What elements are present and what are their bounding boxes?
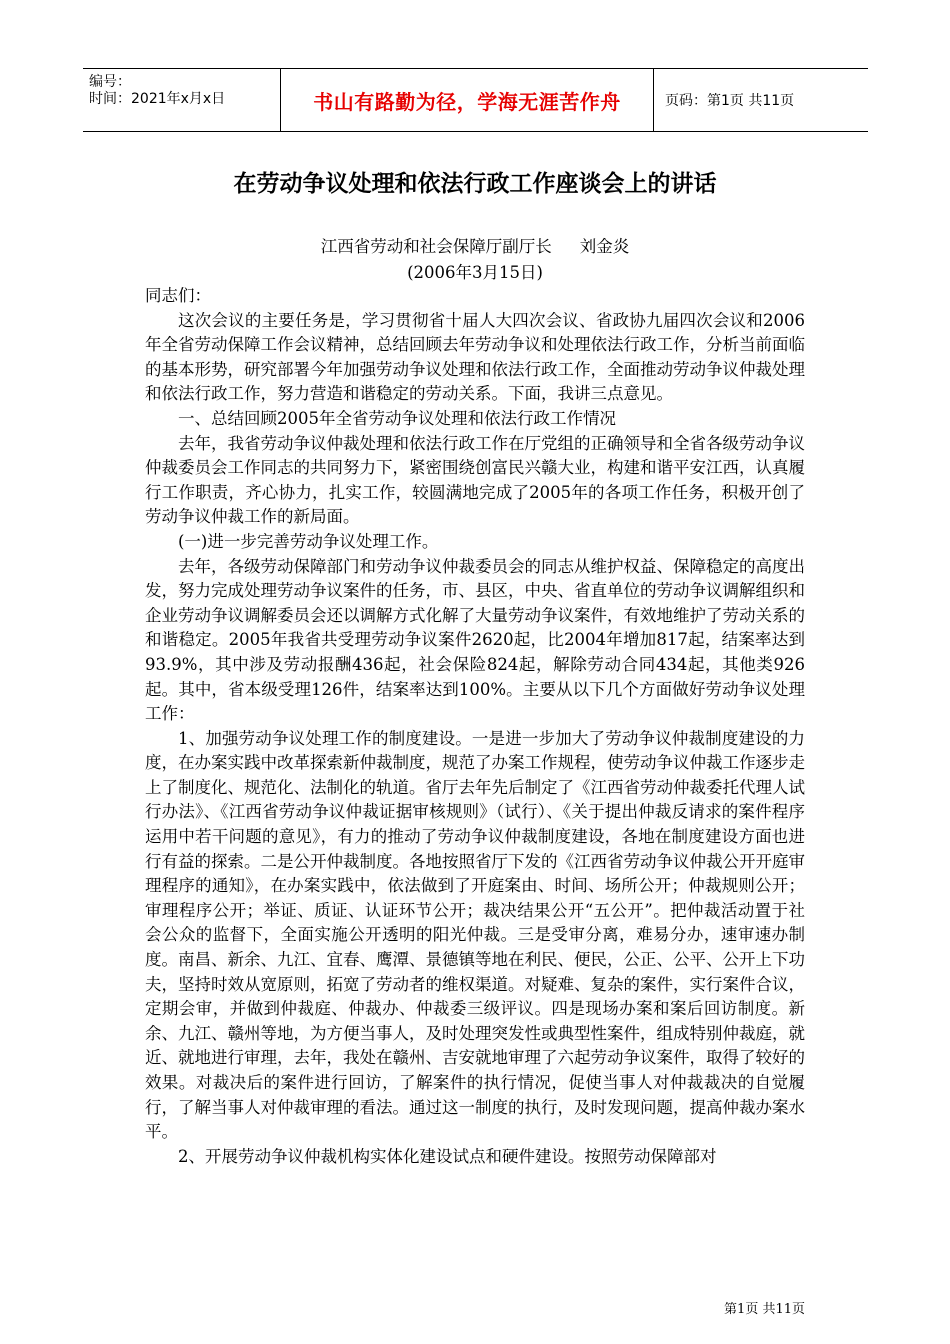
- greeting: 同志们：: [145, 286, 211, 305]
- header-motto-cell: [280, 69, 654, 131]
- page-footer: 第1页 共11页: [724, 1302, 805, 1317]
- author-organization: 江西省劳动和社会保障厅副厅长: [320, 237, 552, 256]
- motto-text: 书山有路勤为径，学海无涯苦作舟: [313, 89, 621, 114]
- subsection-heading-1: (一)进一步完善劳动争议处理工作。: [178, 531, 439, 551]
- header-page-cell: [653, 69, 868, 131]
- paragraph-item-1: 1、加强劳动争议处理工作的制度建设。一是进一步加大了劳动争议仲裁制度建设的力度，在办案实践中改革探索新仲裁制度，规范了办案工作规程，使劳动争议仲裁工作逐步走上了制度化、规范化、法制化的轨道。省厅去年先后制定了《江西省劳动仲裁委托代理人试行办法》、《江西省劳动争议仲裁证据审核规则》（试行）、《关于提出仲裁反请求的案件程序运用中若干问题的意见》，有力的推动了劳动争议仲裁制度建设，各地在制度建设方面也进行有益的探索。二是公开仲裁制度。各地按照省厅下发的《江西省劳动争议仲裁公开开庭审理程序的通知》，在办案实践中，依法做到了开庭案由、时间、场所公开；仲裁规则公开；审理程序公开；举证、质证、认证环节公开；裁决结果公开“五公开”。把仲裁活动置于社会公众的监督下，全面实施公开透明的阳光仲裁。三是受审分离，难易分办，速审速办制度。南昌、新余、九江、宜春、鹰潭、景德镇等地在利民、便民，公正、公平、公开上下功夫，坚持时效从宽原则，拓宽了劳动者的维权渠道。对疑难、复杂的案件，实行案件合议，定期会审，并做到仲裁庭、仲裁办、仲裁委三级评议。四是现场办案和案后回访制度。新余、九江、赣州等地，为方便当事人，及时处理突发性或典型性案件，组成特别仲裁庭，就近、就地进行审理，去年，我处在赣州、吉安就地审理了六起劳动争议案件，取得了较好的效果。对裁决后的案件进行回访，了解案件的执行情况，促使当事人对仲裁裁决的自觉履行，了解当事人对仲裁审理的看法。通过这一制度的执行，及时发现问题，提高仲裁办案水平。: [145, 728, 805, 1142]
- time-label: 时间：2021年x月x日: [89, 91, 226, 107]
- section-heading-1: 一、总结回顾2005年全省劳动争议处理和依法行政工作情况: [178, 408, 616, 428]
- paragraph-intro: 这次会议的主要任务是，学习贯彻省十届人大四次会议、省政协九届四次会议和2006年全省劳动保障工作会议精神，总结回顾去年劳动争议和处理依法行政工作，分析当前面临的基本形势，研究部署今年加强劳动争议处理和依法行政工作，全面推动劳动争议仲裁处理和依法行政工作，努力营造和谐稳定的劳动关系。下面，我讲三点意见。: [145, 310, 805, 404]
- header-page-info: 页码：第1页 共11页: [665, 93, 795, 109]
- number-label: 编号：: [89, 74, 131, 90]
- paragraph-statistics: 去年，各级劳动保障部门和劳动争议仲裁委员会的同志从维护权益、保障稳定的高度出发，努力完成处理劳动争议案件的任务，市、县区，中央、省直单位的劳动争议调解组织和企业劳动争议调解委员会还以调解方式化解了大量劳动争议案件，有效地维护了劳动关系的和谐稳定。2005年我省共受理劳动争议案件2620起，比2004年增加817起，结案率达到93.9%，其中涉及劳动报酬436起，社会保险824起，解除劳动合同434起，其他类926起。其中，省本级受理126件，结案率达到100%。主要从以下几个方面做好劳动争议处理工作：: [145, 556, 805, 724]
- document-title: 在劳动争议处理和依法行政工作座谈会上的讲话: [233, 171, 717, 197]
- header-table: [83, 68, 868, 132]
- paragraph-summary: 去年，我省劳动争议仲裁处理和依法行政工作在厅党组的正确领导和全省各级劳动争议仲裁委员会工作同志的共同努力下，紧密围绕创富民兴赣大业，构建和谐平安江西，认真履行工作职责，齐心协力，扎实工作，较圆满地完成了2005年的各项工作任务，积极开创了劳动争议仲裁工作的新局面。: [145, 433, 805, 527]
- header-left-cell: [83, 69, 280, 131]
- paragraph-item-2: 2、开展劳动争议仲裁机构实体化建设试点和硬件建设。按照劳动保障部对: [178, 1146, 717, 1166]
- document-body: [145, 284, 805, 1169]
- author-line: [0, 233, 950, 257]
- speech-date: (2006年3月15日): [407, 263, 543, 282]
- author-name: 刘金炎: [579, 237, 630, 256]
